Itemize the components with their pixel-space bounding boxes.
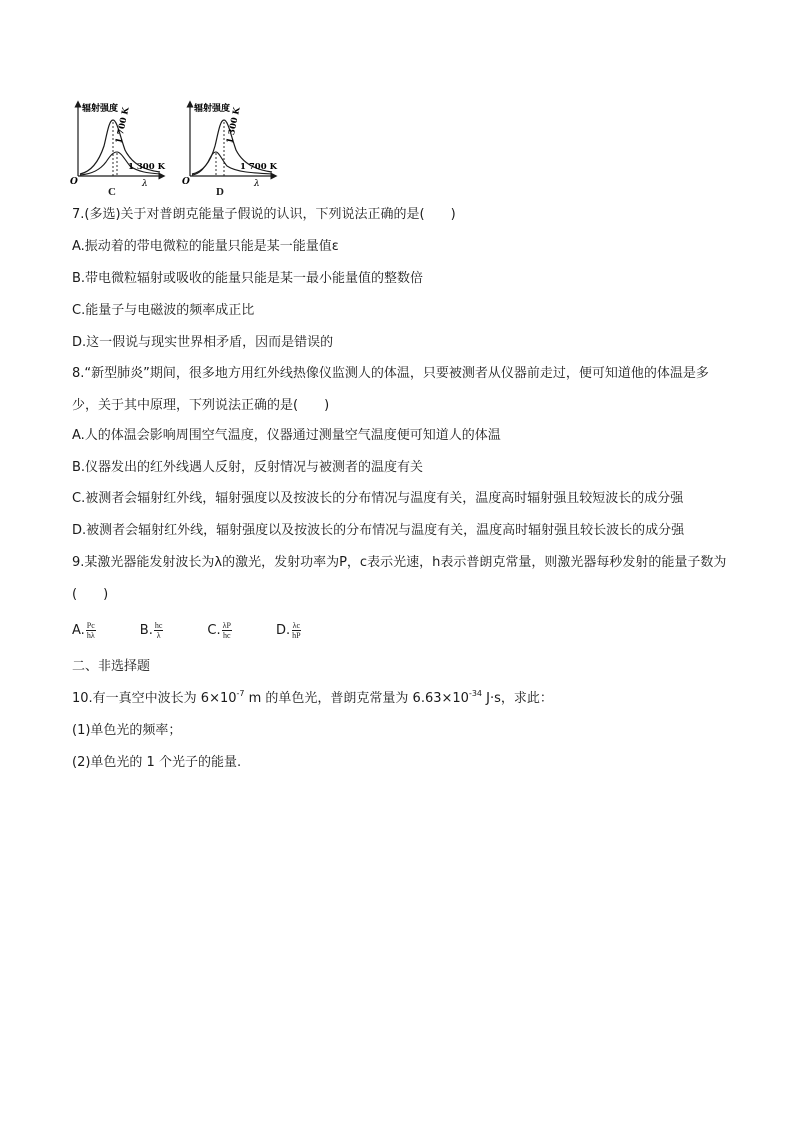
q9-stem: 9.某激光器能发射波长为λ的激光，发射功率为P，c表示光速，h表示普朗克常量，则激光器每秒发射的能量子数为( ) [72, 555, 727, 602]
q8-option-a: A.人的体温会影响周围空气温度，仪器通过测量空气温度便可知道人的体温 [72, 428, 501, 443]
section-heading: 二、非选择题 [72, 659, 151, 674]
q9-option-a-fraction [86, 621, 96, 640]
q10-part1: (1)单色光的频率； [72, 723, 182, 738]
figure-c-curve-tall-label: 1 700 K [114, 106, 132, 145]
q8-option-d: D.被测者会辐射红外线，辐射强度以及按波长的分布情况与温度有关，温度高时辐射强且较长波长的成分强 [72, 523, 685, 538]
q9-option-a-num: Pc [86, 620, 95, 630]
q10-exp1: -7 [236, 689, 245, 698]
questions [72, 205, 732, 785]
figure-d-graph [182, 100, 282, 186]
q10-post: J·s，求此： [482, 691, 553, 706]
q10-mid: m 的单色光，普朗克常量为 6.63×10 [244, 691, 469, 706]
q10-stem [72, 689, 732, 709]
q9-options [72, 611, 732, 649]
q9-option-c-num: λP [222, 620, 231, 630]
figure-d-label: D [216, 186, 224, 198]
q9-option-b-label: B. [139, 622, 153, 638]
q9-option-c-fraction [222, 621, 232, 640]
q9-option-d-fraction [291, 621, 301, 640]
q9-option-b-den: λ [156, 630, 161, 640]
figure-d-ylabel: 辐射强度 [194, 104, 231, 114]
q9-option-d [276, 621, 302, 640]
q9-option-b [140, 621, 164, 640]
figure-d [182, 100, 282, 200]
figure-c-graph [70, 100, 170, 186]
figure-d-curve-tall-label: 1 300 K [225, 106, 243, 145]
q9-option-a-den: hλ [86, 630, 95, 640]
q9-option-d-label: D. [275, 622, 291, 638]
radiation-figures [70, 100, 280, 200]
figure-d-origin: O [182, 177, 190, 186]
q8-option-c: C.被测者会辐射红外线，辐射强度以及按波长的分布情况与温度有关，温度高时辐射强且较短波长的成分强 [72, 491, 684, 506]
q7-option-d: D.这一假说与现实世界相矛盾，因而是错误的 [72, 335, 334, 350]
q7-option-c: C.能量子与电磁波的频率成正比 [72, 303, 255, 318]
figure-d-xlabel: λ [254, 179, 260, 186]
q8-stem: 8.“新型肺炎”期间，很多地方用红外线热像仪监测人的体温，只要被测者从仪器前走过，便可知道他的体温是多少，关于其中原理，下列说法正确的是( ) [72, 366, 709, 413]
q10-pre: 10.有一真空中波长为 6×10 [72, 691, 237, 706]
q7-stem: 7.(多选)关于对普朗克能量子假说的认识，下列说法正确的是( ) [72, 207, 456, 222]
q9-option-c [207, 621, 232, 640]
q10-part2: (2)单色光的 1 个光子的能量. [72, 755, 242, 770]
figure-c-origin: O [70, 177, 78, 186]
q7-option-a: A.振动着的带电微粒的能量只能是某一能量值ε [72, 239, 339, 254]
figure-d-curve-short-label: 1 700 K [240, 162, 277, 172]
q10-exp2: -34 [468, 689, 483, 698]
figure-c-xlabel: λ [142, 179, 148, 186]
q9-option-a-label: A. [72, 622, 85, 638]
q9-option-c-label: C. [207, 622, 221, 638]
q9-option-c-den: hc [223, 630, 231, 640]
q9-option-a [72, 621, 96, 640]
figure-c-ylabel: 辐射强度 [82, 104, 119, 114]
q9-option-b-fraction [154, 621, 164, 640]
q9-option-d-den: hP [292, 630, 301, 640]
figure-c [70, 100, 170, 200]
figure-c-label: C [108, 186, 116, 198]
figure-c-curve-short-label: 1 300 K [128, 162, 165, 172]
q7-option-b: B.带电微粒辐射或吸收的能量只能是某一最小能量值的整数倍 [72, 271, 424, 286]
q9-option-b-num: hc [154, 620, 163, 630]
q8-option-b: B.仪器发出的红外线遇人反射，反射情况与被测者的温度有关 [72, 460, 424, 475]
q9-option-d-num: λc [292, 620, 301, 630]
